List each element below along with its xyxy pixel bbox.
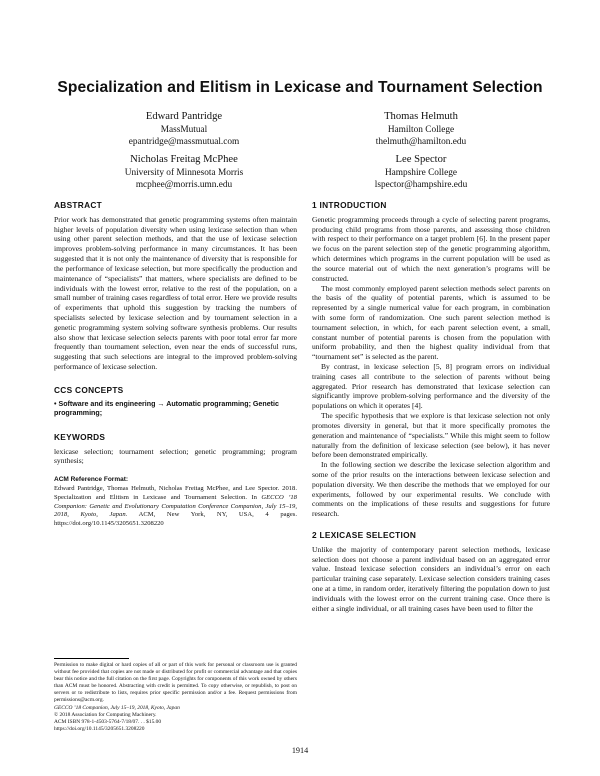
ccs-concepts bbox=[54, 400, 297, 419]
author-name: Thomas Helmuth bbox=[384, 111, 458, 122]
permission-doi: https://doi.org/10.1145/3205651.3208220 bbox=[54, 725, 145, 732]
author-email: epantridge@massmutual.com bbox=[128, 137, 240, 148]
intro-paragraph: The most commonly employed parent selection methods select parents on the basis of the quality of potential parents, which is assumed to be represented by a single numerical value for each program, in combination with some form of randomization. One such parent selection method is tournament selection, in which, for each parent selection event, a small, constant number of potential parents is chosen from the population with uniform probability, and then the highest quality individual from that “tournament set” is selected as the parent. bbox=[312, 283, 550, 362]
right-column bbox=[312, 201, 550, 614]
keywords-text: lexicase selection; tournament selection; genetic programming; program synthesis; bbox=[54, 446, 297, 466]
paper-title: Specialization and Elitism in Lexicase and Tournament Selection bbox=[57, 79, 543, 96]
ccs-bullet: • bbox=[54, 399, 57, 408]
intro-paragraph: In the following section we describe the lexicase selection algorithm and some of the prior results on the interactions between lexicase selection and population diversity. We then describe the methods that we employed for our experiments, followed by our experimental results. We conclude with comments on the implications of these results and suggestions for future research. bbox=[312, 460, 550, 519]
acm-reference bbox=[54, 476, 297, 529]
keywords-heading: KEYWORDS bbox=[54, 431, 106, 442]
acm-reference-tail: ACM, New York, NY, USA, 4 pages. https://doi.org/10.1145/3205651.3208220 bbox=[54, 511, 297, 528]
introduction-heading: 1 INTRODUCTION bbox=[312, 200, 387, 210]
permission-block bbox=[54, 662, 297, 733]
footnote-rule bbox=[54, 658, 129, 659]
author-block bbox=[301, 110, 541, 149]
ccs-heading: CCS CONCEPTS bbox=[54, 384, 124, 395]
permission-isbn: ACM ISBN 978-1-4503-5764-7/18/07. . . $15.00 bbox=[54, 718, 162, 725]
lexicase-paragraph: Unlike the majority of contemporary parent selection methods, lexicase selection does not choose a parent individual based on an aggregated error value. Instead lexicase selection considers an individual’s error on each particular training case separately. Lexicase selection considers training cases one at a time, in random order, iteratively filtering the population down to just individuals with the lowest error on the current training case. Once there is either a single individual, or all training cases have been used to filter the bbox=[312, 544, 550, 613]
permission-text: Permission to make digital or hard copies of all or part of this work for personal or classroom use is granted without fee provided that copies are not made or distributed for profit or commercial advantage and that copies bear this notice and the full citation on the first page. Copyrights for components of this work owned by others than ACM must be honored. Abstracting with credit is permitted. To copy otherwise, or republish, to post on servers or to redistribute to lists, requires prior specific permission and/or a fee. Request permissions from permissions@acm.org. bbox=[54, 662, 297, 704]
permission-venue: GECCO ’18 Companion, July 15–19, 2018, Kyoto, Japan bbox=[54, 704, 180, 711]
author-affiliation: University of Minnesota Morris bbox=[124, 168, 244, 178]
author-email: lspector@hampshire.edu bbox=[374, 180, 468, 191]
acm-reference-venue: GECCO ’18 Companion: Genetic and Evolutionary Computation Conference Companion, July 15–19, 2018, Kyoto, Japan. bbox=[54, 493, 297, 519]
intro-paragraph: Genetic programming proceeds through a cycle of selecting parent programs, producing child programs from those parents, and assessing those children with respect to their performance on a target problem [6]. In the present paper we focus on the parent selection step of the genetic programming algorithm, which determines which programs in the current population will be used as the source material out of which the next generation’s programs will be constructed. bbox=[312, 214, 550, 283]
page-number: 1914 bbox=[291, 746, 309, 755]
left-column bbox=[54, 201, 297, 529]
author-name: Lee Spector bbox=[395, 154, 447, 165]
author-name: Edward Pantridge bbox=[145, 111, 223, 122]
intro-paragraph: The specific hypothesis that we explore is that lexicase selection not only promotes diversity in general, but that it more specifically promotes the generation and maintenance of “specialists.” While this might seem to follow naturally from the definition of lexicase selection (see below), it has never before been demonstrated empirically. bbox=[312, 411, 550, 460]
abstract-heading: ABSTRACT bbox=[54, 200, 103, 210]
abstract-text: Prior work has demonstrated that genetic programming systems often maintain higher levels of population diversity when using lexicase selection than when using other parent selection methods, and that the use of lexicase selection improves problem-solving performance in many circumstances. It has been suggested that it is not only the maintenance of diversity that is responsible for the performance of lexicase selection, but more specifically the production and maintenance of “specialists” that matters, where specialists are defined to be individuals with the lowest error, relative to the rest of the population, on a small number of training cases regardless of total error. Here we provide results of experiments that uphold this suggestion by tracking the numbers of specialists selected by lexicase selection and by tournament selection in a genetic programming system solving software synthesis problems. Our results also show that lexicase selection selects parents with poor total error far more frequently than tournament selection, even near the ends of successful runs, suggesting that such selections are integral to the improved problem-solving performance of lexicase selection. bbox=[54, 214, 297, 371]
intro-paragraph: By contrast, in lexicase selection [5, 8] program errors on individual training cases all contribute to the selection of parents without being aggregated. Prior research has demonstrated that lexicase selection can significantly improve problem-solving performance and the diversity of the populations on which it operates [4]. bbox=[312, 362, 550, 411]
author-block bbox=[64, 153, 304, 192]
author-name: Nicholas Freitag McPhee bbox=[130, 154, 238, 165]
lexicase-heading: 2 LEXICASE SELECTION bbox=[312, 530, 417, 540]
author-affiliation: Hamilton College bbox=[387, 125, 455, 135]
acm-reference-label: ACM Reference Format: bbox=[54, 476, 129, 484]
author-affiliation: MassMutual bbox=[160, 125, 208, 135]
author-block bbox=[301, 153, 541, 192]
acm-reference-authors: Edward Pantridge, Thomas Helmuth, Nicholas Freitag McPhee, and Lee Spector. 2018. Specialization and Elitism in Lexicase and Tournament Selection. In bbox=[54, 485, 297, 501]
author-email: thelmuth@hamilton.edu bbox=[375, 137, 467, 148]
author-affiliation: Hampshire College bbox=[384, 168, 458, 178]
author-email: mcphee@morris.umn.edu bbox=[135, 180, 233, 191]
ccs-text: Software and its engineering → Automatic programming; Genetic programming; bbox=[54, 399, 279, 418]
permission-copyright: © 2018 Association for Computing Machinery. bbox=[54, 711, 157, 718]
author-block bbox=[64, 110, 304, 149]
